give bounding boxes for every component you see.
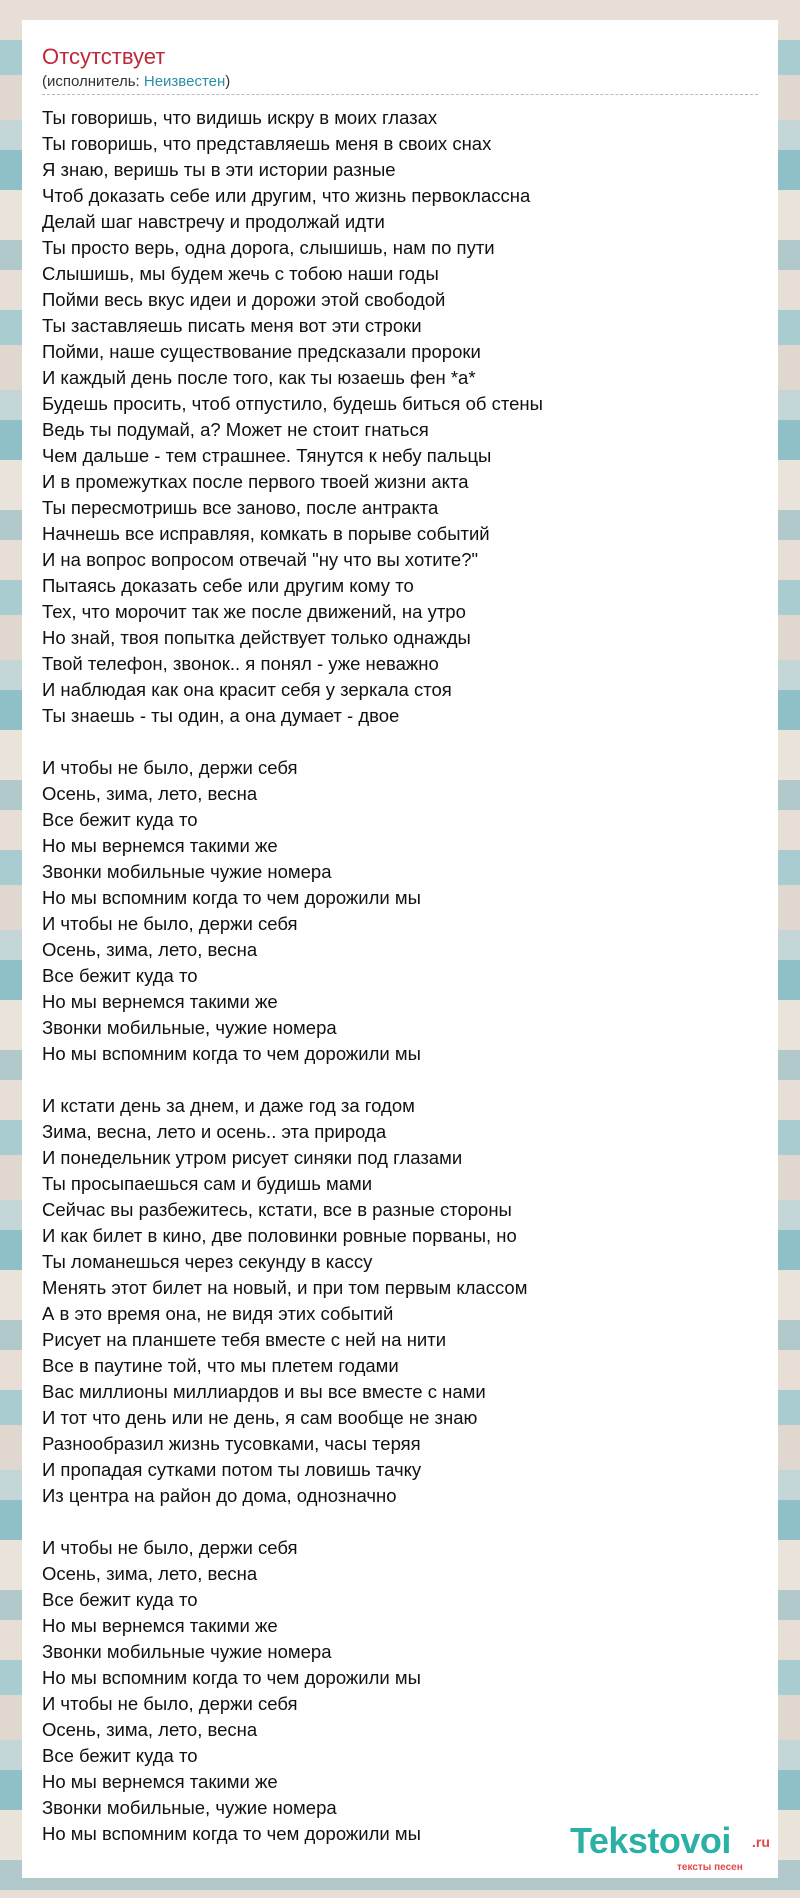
lyrics-text (42, 105, 762, 1847)
stanza-break (42, 729, 762, 755)
lyric-line: А в это время она, не видя этих событий (42, 1303, 394, 1324)
lyric-line: Вас миллионы миллиардов и вы все вместе с нами (42, 1381, 486, 1402)
artist-link[interactable]: Неизвестен (143, 73, 226, 90)
lyric-line: Твой телефон, звонок.. я понял - уже неважно (42, 653, 439, 674)
lyric-line: Ты говоришь, что представляешь меня в своих снах (42, 133, 492, 154)
lyric-line: Но мы вернемся такими же (42, 835, 278, 856)
artist-prefix: (исполнитель: (42, 73, 144, 90)
lyric-line: Чем дальше - тем страшнее. Тянутся к небу пальцы (42, 445, 492, 466)
lyric-line: И понедельник утром рисует синяки под глазами (42, 1147, 463, 1168)
lyric-line: И в промежутках после первого твоей жизни акта (42, 471, 469, 492)
site-logo[interactable] (570, 1820, 770, 1873)
lyric-line: Все бежит куда то (42, 809, 198, 830)
artist-line (42, 73, 230, 90)
lyric-line: Звонки мобильные чужие номера (42, 1641, 332, 1662)
lyric-line: Пойми, наше существование предсказали пророки (42, 341, 481, 362)
lyric-line: Осень, зима, лето, весна (42, 783, 258, 804)
stanza-break (42, 1067, 762, 1093)
lyric-line: Менять этот билет на новый, и при том первым классом (42, 1277, 528, 1298)
lyric-line: Но мы вернемся такими же (42, 1615, 278, 1636)
lyric-line: Я знаю, веришь ты в эти истории разные (42, 159, 396, 180)
lyric-line: Осень, зима, лето, весна (42, 1719, 258, 1740)
lyric-line: Сейчас вы разбежитесь, кстати, все в разные стороны (42, 1199, 512, 1220)
lyric-line: Пытаясь доказать себе или другим кому то (42, 575, 414, 596)
lyric-line: Но мы вернемся такими же (42, 991, 278, 1012)
lyric-line: И чтобы не было, держи себя (42, 1537, 298, 1558)
lyric-line: Ты заставляешь писать меня вот эти строки (42, 315, 422, 336)
logo-tld: .ru (752, 1834, 770, 1850)
lyric-line: Ты говоришь, что видишь искру в моих глазах (42, 107, 438, 128)
lyric-line: Но мы вернемся такими же (42, 1771, 278, 1792)
lyric-line: Все бежит куда то (42, 1589, 198, 1610)
lyric-line: Разнообразил жизнь тусовками, часы теряя (42, 1433, 421, 1454)
lyric-line: И каждый день после того, как ты юзаешь фен *а* (42, 367, 476, 388)
logo-tagline: тексты песен (677, 1862, 743, 1873)
lyric-line: Все бежит куда то (42, 965, 198, 986)
lyric-line: Звонки мобильные, чужие номера (42, 1797, 337, 1818)
lyric-line: Ты просто верь, одна дорога, слышишь, нам по пути (42, 237, 495, 258)
logo-wordmark: Tekstovoi (570, 1820, 731, 1861)
lyric-line: И на вопрос вопросом отвечай "ну что вы хотите?" (42, 549, 479, 570)
lyric-line: Делай шаг навстречу и продолжай идти (42, 211, 385, 232)
lyric-line: Будешь просить, чтоб отпустило, будешь биться об стены (42, 393, 543, 414)
lyric-line: Но мы вспомним когда то чем дорожили мы (42, 1667, 421, 1688)
lyric-line: Но знай, твоя попытка действует только однажды (42, 627, 471, 648)
song-title: Отсутствует (42, 44, 166, 69)
header-divider (42, 94, 758, 95)
lyric-line: Но мы вспомним когда то чем дорожили мы (42, 1823, 421, 1844)
lyric-line: Чтоб доказать себе или другим, что жизнь первоклассна (42, 185, 531, 206)
lyric-line: Звонки мобильные, чужие номера (42, 1017, 337, 1038)
lyric-line: Но мы вспомним когда то чем дорожили мы (42, 1043, 421, 1064)
lyric-line: Все в паутине той, что мы плетем годами (42, 1355, 399, 1376)
lyric-line: Зима, весна, лето и осень.. эта природа (42, 1121, 387, 1142)
lyric-line: И чтобы не было, держи себя (42, 913, 298, 934)
lyric-line: Ты знаешь - ты один, а она думает - двое (42, 705, 400, 726)
lyric-line: Ты ломанешься через секунду в кассу (42, 1251, 373, 1272)
lyric-line: И кстати день за днем, и даже год за годом (42, 1095, 415, 1116)
lyric-line: Рисует на планшете тебя вместе с ней на нити (42, 1329, 447, 1350)
artist-suffix: ) (225, 73, 231, 90)
lyric-line: Ведь ты подумай, а? Может не стоит гнаться (42, 419, 429, 440)
lyric-line: Осень, зима, лето, весна (42, 1563, 258, 1584)
lyric-line: И чтобы не было, держи себя (42, 1693, 298, 1714)
lyric-line: Пойми весь вкус идеи и дорожи этой свободой (42, 289, 446, 310)
lyric-line: Но мы вспомним когда то чем дорожили мы (42, 887, 421, 908)
lyric-line: Ты пересмотришь все заново, после антракта (42, 497, 439, 518)
lyric-line: Осень, зима, лето, весна (42, 939, 258, 960)
lyric-line: Слышишь, мы будем жечь с тобою наши годы (42, 263, 439, 284)
stanza-break (42, 1509, 762, 1535)
lyric-line: Из центра на район до дома, однозначно (42, 1485, 397, 1506)
lyric-line: И тот что день или не день, я сам вообще не знаю (42, 1407, 478, 1428)
lyric-line: Начнешь все исправляя, комкать в порыве событий (42, 523, 490, 544)
lyric-line: И пропадая сутками потом ты ловишь тачку (42, 1459, 422, 1480)
lyric-line: Все бежит куда то (42, 1745, 198, 1766)
lyrics-page (22, 20, 778, 1878)
lyric-line: Тех, что морочит так же после движений, на утро (42, 601, 466, 622)
lyric-line: И чтобы не было, держи себя (42, 757, 298, 778)
lyric-line: Ты просыпаешься сам и будишь мами (42, 1173, 373, 1194)
lyric-line: И как билет в кино, две половинки ровные порваны, но (42, 1225, 517, 1246)
lyric-line: Звонки мобильные чужие номера (42, 861, 332, 882)
lyric-line: И наблюдая как она красит себя у зеркала стоя (42, 679, 452, 700)
